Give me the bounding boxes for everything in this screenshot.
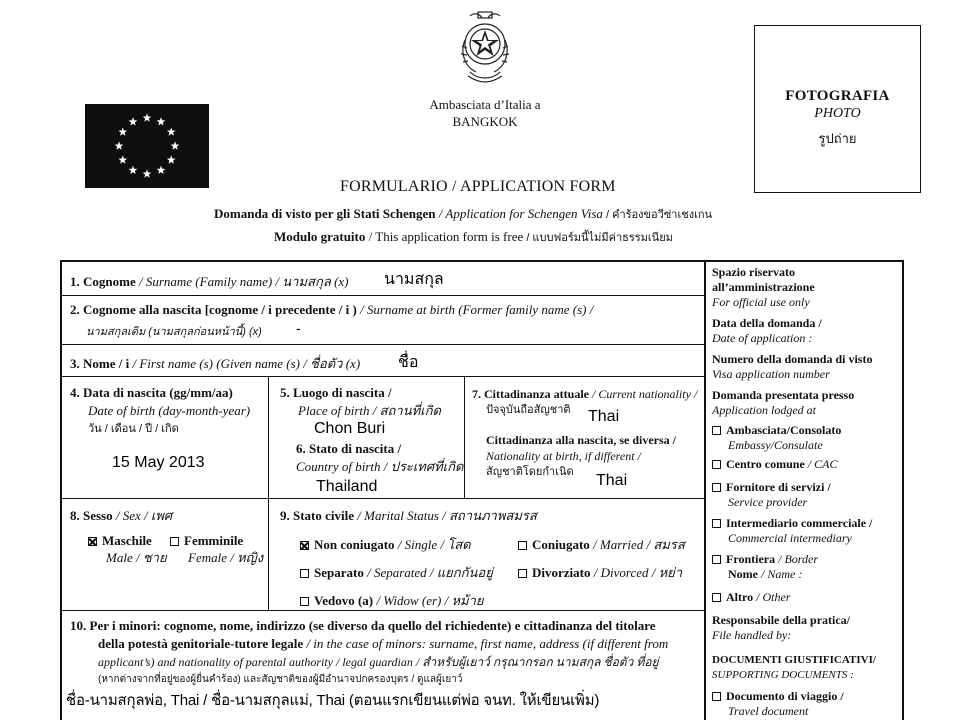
eu-star-icon xyxy=(115,141,124,149)
reserved-it2: all’amministrazione xyxy=(712,280,815,294)
docs-en: SUPPORTING DOCUMENTS : xyxy=(712,669,854,681)
sex-male-option[interactable] xyxy=(88,532,167,566)
lodged-at-en: Application lodged at xyxy=(712,403,816,417)
photo-label-en: PHOTO xyxy=(814,106,861,121)
date-of-birth-value[interactable]: 15 May 2013 xyxy=(112,454,205,471)
field-2-label xyxy=(70,302,593,318)
field-6-label-en: Country of birth / ประเทศที่เกิด xyxy=(296,459,464,474)
eu-star-icon xyxy=(129,166,138,174)
field-3-label xyxy=(70,353,360,374)
subtitle1-th: / คำร้องขอวีซ่าเชงเกน xyxy=(602,209,713,221)
field-2-label-it: 2. Cognome alla nascita [cognome / i precedente / i ) xyxy=(70,302,357,317)
divorced-label-en: / Divorced / หย่า xyxy=(590,565,683,580)
subtitle2-th: / แบบฟอร์มนี้ไม่มีค่าธรรมเนียม xyxy=(523,232,673,244)
field-7b-label xyxy=(486,432,676,480)
opt-provider-en: Service provider xyxy=(728,495,808,509)
opt-border-it: Frontiera xyxy=(726,552,776,566)
opt-border-name-en: / Name : xyxy=(758,567,803,581)
field-10-label xyxy=(70,617,668,689)
opt-cac-it: Centro comune xyxy=(726,457,805,471)
field-7b-label-th: สัญชาติโดยกำเนิด xyxy=(486,466,574,478)
field-8-label-en: / Sex / เพศ xyxy=(112,508,173,523)
subtitle1-it: Domanda di visto per gli Stati Schengen xyxy=(214,206,436,221)
field-2-label-en: / Surname at birth (Former family name (s) / xyxy=(356,302,594,317)
field-5-label-en: Place of birth / สถานที่เกิด xyxy=(298,403,441,418)
photo-box xyxy=(754,25,921,193)
subtitle1-en: / Application for Schengen Visa xyxy=(435,206,603,221)
widow-label-en: / Widow (er) / หม้าย xyxy=(373,593,484,608)
male-label-it: Maschile xyxy=(102,533,152,548)
surname-value[interactable]: นามสกุล xyxy=(384,271,444,288)
embassy-name xyxy=(420,96,550,130)
date-application-en: Date of application : xyxy=(712,331,813,345)
eu-star-icon xyxy=(157,166,166,174)
current-nationality-value[interactable]: Thai xyxy=(588,408,620,425)
field-10-line1: 10. Per i minori: cognome, nome, indirizzo (se diverso da quello del richiedente) e cittadinanza del titolare xyxy=(70,618,656,633)
opt-provider-it: Fornitore di servizi / xyxy=(726,480,831,494)
field-7b-label-en: Nationality at birth, if different / xyxy=(486,449,641,463)
embassy-line2: BANGKOK xyxy=(452,114,518,129)
female-label-it: Femminile xyxy=(184,533,244,548)
surname-at-birth-value[interactable]: - xyxy=(296,320,301,336)
field-5-label-it: 5. Luogo di nascita / xyxy=(280,385,392,400)
form-subtitle-2 xyxy=(274,228,673,246)
border-checkbox[interactable] xyxy=(712,555,721,564)
married-checkbox[interactable] xyxy=(518,541,527,550)
field-1-label-en: / Surname (Family name) / นามสกุล (x) xyxy=(135,274,349,289)
eu-star-icon xyxy=(118,127,127,135)
eu-star-icon xyxy=(171,141,180,149)
docs-it: DOCUMENTI GIUSTIFICATIVI/ xyxy=(712,654,876,666)
opt-intermediary-it: Intermediario commerciale / xyxy=(726,516,873,530)
other-checkbox[interactable] xyxy=(712,593,721,602)
opt-other-en: / Other xyxy=(753,590,791,604)
italian-emblem xyxy=(456,10,514,90)
guardian-value[interactable]: ชื่อ-นามสกุลพ่อ, Thai / ชื่อ-นามสกุลแม่, Thai (ตอนแรกเขียนแต่พ่อ จนท. ให้เขียนเพิ่ม) xyxy=(66,692,600,709)
eu-star-icon xyxy=(167,127,176,135)
travel-doc-checkbox[interactable] xyxy=(712,692,721,701)
opt-travel-it: Documento di viaggio / xyxy=(726,689,844,703)
opt-travel-en: Travel document xyxy=(728,704,809,718)
married-label-en: / Married / สมรส xyxy=(589,537,685,552)
female-label-en: Female / หญิง xyxy=(188,550,264,565)
field-1-label-it: 1. Cognome xyxy=(70,274,136,289)
field-9-label-en: / Marital Status / สถานภาพสมรส xyxy=(354,508,537,523)
widow-checkbox[interactable] xyxy=(300,597,309,606)
separated-label-en: / Separated / แยกกันอยู่ xyxy=(363,565,493,580)
married-label-it: Coniugato xyxy=(532,537,590,552)
embassy-line1: Ambasciata d’Italia a xyxy=(429,97,541,112)
place-of-birth-value[interactable]: Chon Buri xyxy=(314,420,386,437)
divorced-label-it: Divorziato xyxy=(532,565,591,580)
field-7-label-en: / Current nationality / xyxy=(589,387,698,401)
marital-single-option[interactable] xyxy=(300,534,471,555)
opt-intermediary-en: Commercial intermediary xyxy=(728,531,852,545)
marital-separated-option[interactable] xyxy=(300,562,493,583)
field-10-line3: applicant’s) and nationality of parental authority / legal guardian / สำหรับผู้เยาว์ กรุณากรอก นามสกุล ชื่อตัว ที่อยู่ xyxy=(98,655,659,669)
eu-star-icon xyxy=(157,117,166,125)
photo-label-it: FOTOGRAFIA xyxy=(785,88,890,104)
separated-label-it: Separato xyxy=(314,565,364,580)
photo-label-th: รูปถ่าย xyxy=(818,131,857,146)
field-9-label-it: 9. Stato civile xyxy=(280,508,355,523)
female-checkbox[interactable] xyxy=(170,537,179,546)
subtitle2-it: Modulo gratuito xyxy=(274,229,366,244)
form-subtitle-1 xyxy=(214,205,712,223)
eu-star-icon xyxy=(129,117,138,125)
marital-widow-option[interactable] xyxy=(300,590,484,611)
country-of-birth-value[interactable]: Thailand xyxy=(316,478,378,495)
divorced-checkbox[interactable] xyxy=(518,569,527,578)
application-number-en: Visa application number xyxy=(712,367,830,381)
field-3-label-en: / First name (s) (Given name (s) / ชื่อตัว (x) xyxy=(129,356,361,371)
official-use-sidebar xyxy=(712,265,876,719)
application-number-it: Numero della domanda di visto xyxy=(712,352,873,366)
field-2-label-th: นามสกุลเดิม (นามสกุลก่อนหน้านี้) (x) xyxy=(86,326,262,338)
male-label-en: Male / ชาย xyxy=(106,550,167,565)
separated-checkbox[interactable] xyxy=(300,569,309,578)
field-10-line4: (หากต่างจากที่อยู่ของผู้ยื่นคำร้อง) และสัญชาติของผู้มีอำนาจปกครองบุตร / ดูแลผู้เยาว์ xyxy=(98,674,463,685)
reserved-en: For official use only xyxy=(712,295,810,309)
lodged-at-it: Domanda presentata presso xyxy=(712,388,855,402)
eu-star-icon xyxy=(143,113,152,121)
field-7-label-th: ปัจจุบันถือสัญชาติ xyxy=(486,404,571,416)
provider-checkbox[interactable] xyxy=(712,483,721,492)
handled-by-en: File handled by: xyxy=(712,628,792,642)
field-7-label xyxy=(472,386,697,418)
field-3-label-it: 3. Nome / i xyxy=(70,356,130,371)
single-label-it: Non coniugato xyxy=(314,537,395,552)
eu-star-icon xyxy=(118,155,127,163)
field-5-label xyxy=(280,384,441,420)
subtitle2-en: / This application form is free xyxy=(365,229,524,244)
cac-checkbox[interactable] xyxy=(712,460,721,469)
field-4-label-en: Date of birth (day-month-year) xyxy=(88,403,251,418)
opt-embassy-en: Embassy/Consulate xyxy=(728,438,823,452)
field-7-label-it: 7. Cittadinanza attuale xyxy=(472,387,589,401)
field-6-label-it: 6. Stato di nascita / xyxy=(296,441,402,456)
marital-divorced-option[interactable] xyxy=(518,562,682,583)
field-10-line2-it: della potestà genitoriale-tutore legale xyxy=(98,636,304,651)
field-4-label xyxy=(70,384,250,438)
nationality-at-birth-value[interactable]: Thai xyxy=(596,472,628,489)
field-4-label-th: วัน / เดือน / ปี / เกิด xyxy=(88,423,179,435)
reserved-it: Spazio riservato xyxy=(712,265,795,279)
embassy-checkbox[interactable] xyxy=(712,426,721,435)
field-10-line2-en: / in the case of minors: surname, first name, address (if different from xyxy=(303,636,669,651)
widow-label-it: Vedovo (a) xyxy=(314,593,374,608)
marital-married-option[interactable] xyxy=(518,534,685,555)
eu-star-icon xyxy=(167,155,176,163)
eu-stars-icon xyxy=(85,104,209,188)
first-name-value[interactable]: ชื่อ xyxy=(398,354,419,371)
single-label-en: / Single / โสด xyxy=(394,537,471,552)
field-4-label-it: 4. Data di nascita (gg/mm/aa) xyxy=(70,385,233,400)
opt-cac-en: / CAC xyxy=(804,457,838,471)
field-9-label xyxy=(280,505,537,526)
opt-border-name-it: Nome xyxy=(728,567,758,581)
field-1-label xyxy=(70,271,349,292)
male-checkbox[interactable] xyxy=(88,537,97,546)
opt-border-en: / Border xyxy=(775,552,818,566)
opt-embassy-it: Ambasciata/Consolato xyxy=(726,423,842,437)
opt-other-it: Altro xyxy=(726,590,754,604)
field-8-label xyxy=(70,505,172,526)
date-application-it: Data della domanda / xyxy=(712,316,822,330)
form-title: FORMULARIO / APPLICATION FORM xyxy=(340,178,616,195)
intermediary-checkbox[interactable] xyxy=(712,519,721,528)
field-8-label-it: 8. Sesso xyxy=(70,508,113,523)
single-checkbox[interactable] xyxy=(300,541,309,550)
eu-flag xyxy=(85,104,209,188)
eu-star-icon xyxy=(143,169,152,177)
field-7b-label-it: Cittadinanza alla nascita, se diversa / xyxy=(486,433,677,447)
field-6-label xyxy=(296,440,463,476)
sex-female-option[interactable] xyxy=(170,532,263,566)
handled-by-it: Responsabile della pratica/ xyxy=(712,613,851,627)
